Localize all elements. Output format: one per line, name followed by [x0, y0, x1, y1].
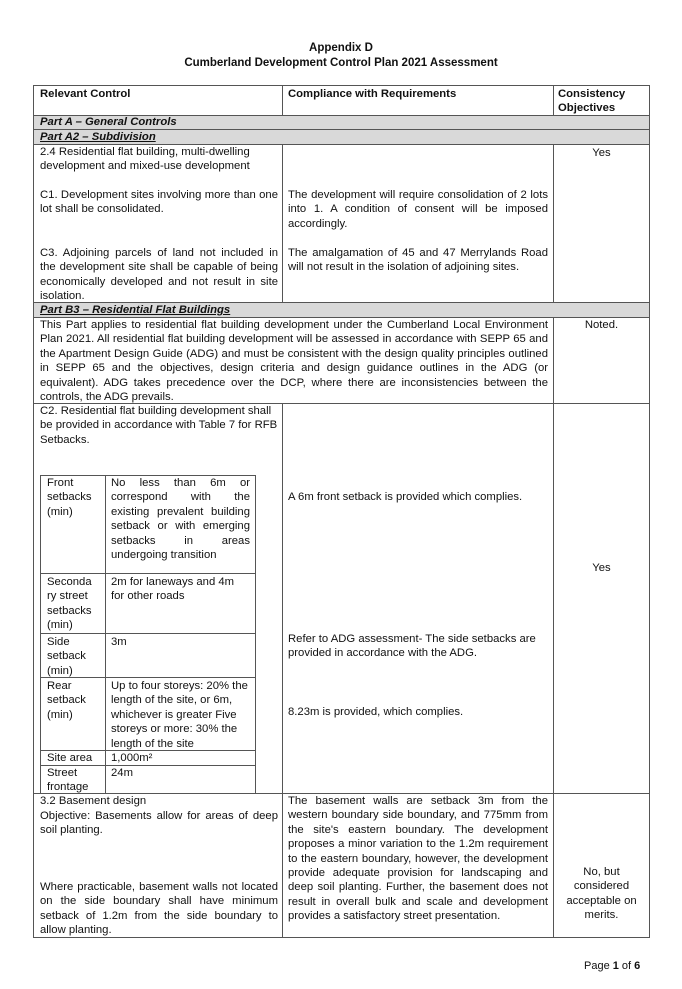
setback-value-site-area: 1,000m²	[111, 752, 153, 764]
compliance-c1: The development will require consolidation of 2 lots into 1. A condition of consent will be imposed accordingly.	[288, 189, 548, 230]
setback-value-side: 3m	[111, 636, 127, 648]
page-prefix: Page	[584, 960, 613, 972]
basement-title: 3.2 Basement design	[40, 795, 147, 807]
setback-value-secondary: 2m for laneways and 4m for other roads	[111, 576, 235, 603]
part-b3-heading: Part B3 – Residential Flat Buildings	[40, 304, 231, 316]
basement-control: Where practicable, basement walls not located on the side boundary shall have minimum setback of 1.2m from the side boundary to allow planting.	[40, 881, 278, 937]
page-current: 1	[612, 960, 619, 972]
appendix-title: Appendix D	[309, 42, 373, 54]
setback-label-side: Side setback (min)	[47, 636, 86, 677]
part-b3-intro: This Part applies to residential flat building development under the Cumberland Local Environment Plan 2021. All residential flat building development will be assessed in accordance with SEPP 65 and the Apartment Design Guide (ADG) and must be consistent with the design quality principles outlined in SEPP 65 and the objectives, design criteria and design guidance outlines in the ADG (or equivalent). ADG takes precedence over the DCP, where there are inconsistencies between the controls, the ADG prevails.	[40, 319, 548, 404]
compliance-rear-setback: 8.23m is provided, which complies.	[288, 706, 464, 718]
header-compliance: Compliance with Requirements	[288, 88, 457, 100]
part-a2-heading: Part A2 – Subdivision	[40, 131, 156, 143]
compliance-c3: The amalgamation of 45 and 47 Merrylands Road will not result in the isolation of adjoining sites.	[288, 247, 548, 274]
setbacks-table	[40, 475, 256, 793]
control-c2: C2. Residential flat building development shall be provided in accordance with Table 7 for RFB Setbacks.	[40, 405, 278, 446]
setback-label-site-area: Site area	[47, 752, 93, 764]
page-total: 6	[634, 960, 641, 972]
header-consistency: Consistency Objectives	[558, 88, 626, 115]
status-c2: Yes	[592, 562, 611, 574]
control-2-4: 2.4 Residential flat building, multi-dwelling development and mixed-use development	[40, 146, 250, 173]
setback-label-front: Front setbacks (min)	[47, 477, 92, 518]
status-subdivision: Yes	[592, 147, 611, 159]
setback-value-rear: Up to four storeys: 20% the length of the site, or 6m, whichever is greater Five storeys or more: 30% the length of the site	[111, 680, 248, 750]
setback-value-front: No less than 6m or correspond with the existing prevalent building setback or with emerging setbacks in areas undergoing transition	[111, 477, 250, 562]
page-of: of	[618, 960, 635, 972]
basement-objective: Objective: Basements allow for areas of deep soil planting.	[40, 810, 278, 837]
setback-label-frontage: Street frontage	[47, 767, 89, 794]
document-title: Cumberland Development Control Plan 2021 Assessment	[184, 57, 498, 69]
status-basement: No, but considered acceptable on merits.	[566, 866, 637, 922]
setback-label-rear: Rear setback (min)	[47, 680, 86, 721]
compliance-basement: The basement walls are setback 3m from the western boundary side boundary, and 775mm from the site's eastern boundary. The development proposes a minor variation to the 1.2m requirement to the eastern boundary, however, the development provide adequate provision for landscaping and deep soil planting. Further, the basement does not result in overall bulk and scale and development provides a satisfactory street presentation.	[288, 795, 548, 923]
control-c1: C1. Development sites involving more than one lot shall be consolidated.	[40, 189, 278, 216]
setback-label-secondary: Seconda ry street setbacks (min)	[47, 576, 92, 632]
status-b3-intro: Noted.	[584, 319, 619, 331]
page-number	[584, 960, 640, 972]
compliance-side-setback: Refer to ADG assessment- The side setbacks are provided in accordance with the ADG.	[288, 633, 536, 660]
control-c3: C3. Adjoining parcels of land not included in the development site shall be capable of being economically developed and not result in site isolation.	[40, 247, 278, 303]
assessment-table	[33, 85, 650, 938]
setback-value-frontage: 24m	[111, 767, 133, 779]
header-relevant-control: Relevant Control	[40, 88, 131, 100]
part-a-heading: Part A – General Controls	[40, 116, 177, 128]
compliance-front-setback: A 6m front setback is provided which complies.	[288, 491, 523, 503]
